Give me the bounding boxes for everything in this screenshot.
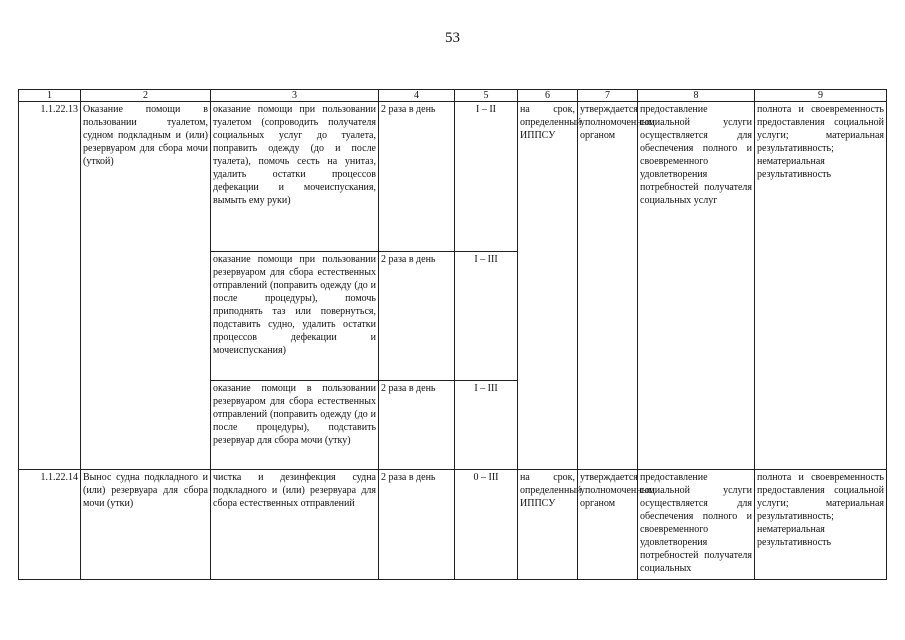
service-group: I – III: [455, 381, 518, 470]
header-col-6: 6: [518, 90, 578, 102]
service-group: I – II: [455, 102, 518, 252]
header-col-8: 8: [638, 90, 755, 102]
service-name: Вынос судна подкладного и (или) резервуара для сбора мочи (утки): [81, 470, 211, 580]
service-frequency: 2 раза в день: [379, 381, 455, 470]
table-row: [19, 102, 887, 252]
service-term: на срок, определенный ИППСУ: [518, 470, 578, 580]
service-description: оказание помощи при пользовании туалетом (сопроводить получателя социальных услуг до туалета, поправить одежду (до и после туалета), помочь сесть на унитаз, удалить остатки процессов дефекации и мочеиспускания, вымыть ему руки): [211, 102, 379, 252]
service-group: 0 – III: [455, 470, 518, 580]
table-row: [19, 470, 887, 580]
service-quality: полнота и своевременность предоставления социальной услуги; материальная результативность; нематериальная результативность: [755, 102, 887, 470]
service-description: чистка и дезинфекция судна подкладного и (или) резервуара для сбора естественных отправлений: [211, 470, 379, 580]
service-group: I – III: [455, 252, 518, 381]
service-term: на срок, определенный ИППСУ: [518, 102, 578, 470]
service-frequency: 2 раза в день: [379, 252, 455, 381]
service-condition: предоставление социальной услуги осуществляется для обеспечения полного и своевременного удовлетворения потребностей получателя социальных: [638, 470, 755, 580]
service-approver: утверждается уполномоченным органом: [578, 470, 638, 580]
service-description: оказание помощи в пользовании резервуаром для сбора естественных отправлений (поправить одежду (до и после процедуры), подставить резервуар для сбора мочи (утку): [211, 381, 379, 470]
service-description: оказание помощи при пользовании резервуаром для сбора естественных отправлений (поправить одежду (до и после процедуры), помочь приподнять таз или повернуться, подставить судно, удалить остатки процессов дефекации и мочеиспускания): [211, 252, 379, 381]
service-quality: полнота и своевременность предоставления социальной услуги; материальная результативность; нематериальная результативность: [755, 470, 887, 580]
service-frequency: 2 раза в день: [379, 102, 455, 252]
header-col-4: 4: [379, 90, 455, 102]
service-approver: утверждается уполномоченным органом: [578, 102, 638, 470]
table-header-row: [19, 90, 887, 102]
service-code: 1.1.22.14: [19, 470, 81, 580]
service-frequency: 2 раза в день: [379, 470, 455, 580]
service-code: 1.1.22.13: [19, 102, 81, 470]
header-col-9: 9: [755, 90, 887, 102]
services-table: [18, 89, 887, 580]
page-number: 53: [445, 30, 460, 46]
header-col-7: 7: [578, 90, 638, 102]
header-col-5: 5: [455, 90, 518, 102]
service-condition: предоставление социальной услуги осуществляется для обеспечения полного и своевременного удовлетворения потребностей получателя социальных услуг: [638, 102, 755, 470]
service-name: Оказание помощи в пользовании туалетом, судном подкладным и (или) резервуаром для сбора мочи (уткой): [81, 102, 211, 470]
header-col-3: 3: [211, 90, 379, 102]
header-col-1: 1: [19, 90, 81, 102]
header-col-2: 2: [81, 90, 211, 102]
